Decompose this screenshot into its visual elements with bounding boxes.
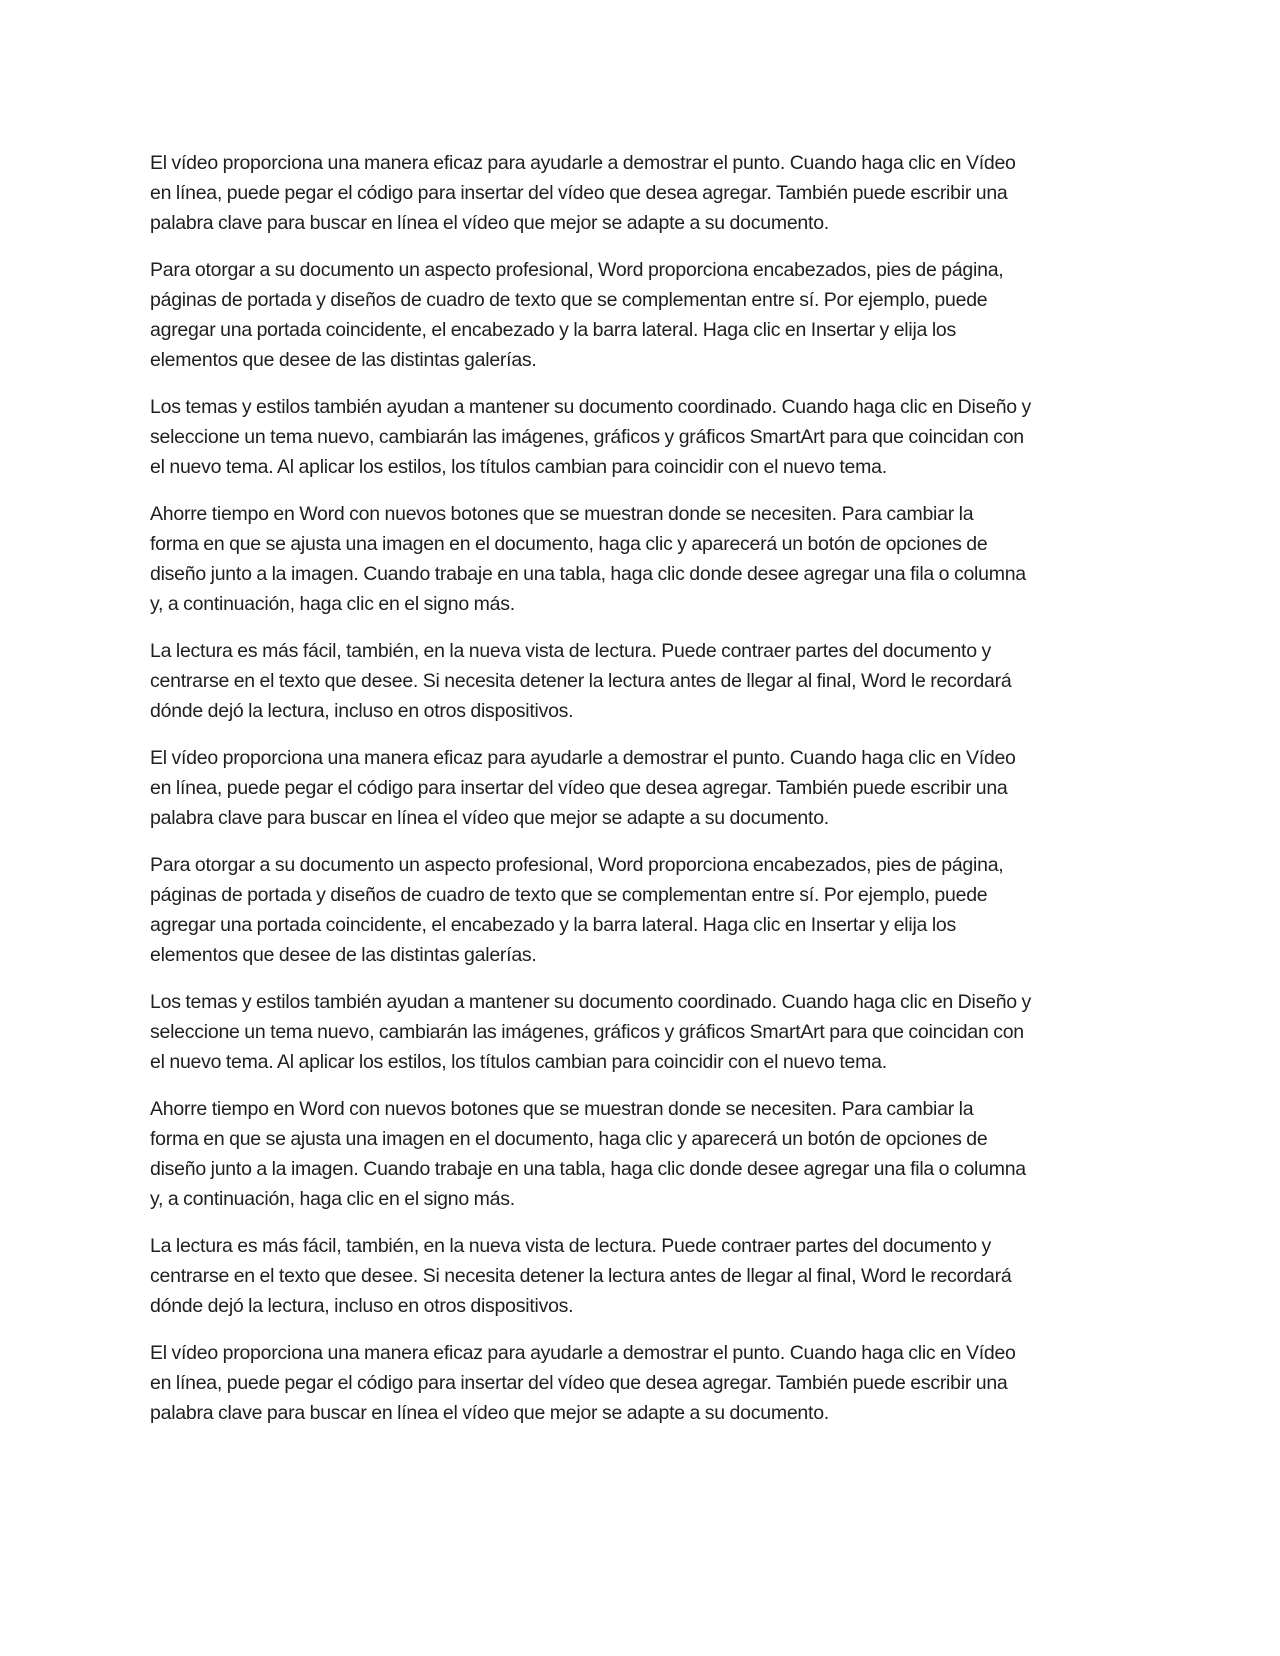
text-line: en línea, puede pegar el código para insertar del vídeo que desea agregar. También puede escribir una (150, 182, 1008, 204)
text-line: palabra clave para buscar en línea el vídeo que mejor se adapte a su documento. (150, 1402, 829, 1424)
text-line: elementos que desee de las distintas galerías. (150, 349, 537, 371)
text-line: forma en que se ajusta una imagen en el documento, haga clic y aparecerá un botón de opciones de (150, 1128, 988, 1150)
paragraph (150, 636, 1140, 726)
text-line: La lectura es más fácil, también, en la nueva vista de lectura. Puede contraer partes del documento y (150, 1235, 991, 1257)
text-line: El vídeo proporciona una manera eficaz para ayudarle a demostrar el punto. Cuando haga clic en Vídeo (150, 747, 1016, 769)
text-line: diseño junto a la imagen. Cuando trabaje en una tabla, haga clic donde desee agregar una fila o columna (150, 1158, 1026, 1180)
text-line: centrarse en el texto que desee. Si necesita detener la lectura antes de llegar al final, Word le recordará (150, 670, 1012, 692)
text-line: Los temas y estilos también ayudan a mantener su documento coordinado. Cuando haga clic en Diseño y (150, 396, 1032, 418)
text-line: Los temas y estilos también ayudan a mantener su documento coordinado. Cuando haga clic en Diseño y (150, 991, 1032, 1013)
text-line: elementos que desee de las distintas galerías. (150, 944, 537, 966)
paragraph (150, 1094, 1140, 1214)
text-line: seleccione un tema nuevo, cambiarán las imágenes, gráficos y gráficos SmartArt para que coincidan con (150, 426, 1024, 448)
text-line: forma en que se ajusta una imagen en el documento, haga clic y aparecerá un botón de opciones de (150, 533, 988, 555)
paragraph (150, 392, 1140, 482)
document-body (150, 148, 1140, 1445)
text-line: El vídeo proporciona una manera eficaz para ayudarle a demostrar el punto. Cuando haga clic en Vídeo (150, 1342, 1016, 1364)
text-line: en línea, puede pegar el código para insertar del vídeo que desea agregar. También puede escribir una (150, 1372, 1008, 1394)
text-line: La lectura es más fácil, también, en la nueva vista de lectura. Puede contraer partes del documento y (150, 640, 991, 662)
text-line: páginas de portada y diseños de cuadro de texto que se complementan entre sí. Por ejemplo, puede (150, 289, 988, 311)
paragraph (150, 743, 1140, 833)
text-line: Para otorgar a su documento un aspecto profesional, Word proporciona encabezados, pies de página, (150, 259, 1004, 281)
paragraph (150, 148, 1140, 238)
text-line: Ahorre tiempo en Word con nuevos botones que se muestran donde se necesiten. Para cambiar la (150, 1098, 974, 1120)
text-line: dónde dejó la lectura, incluso en otros dispositivos. (150, 700, 574, 722)
text-line: Ahorre tiempo en Word con nuevos botones que se muestran donde se necesiten. Para cambiar la (150, 503, 974, 525)
text-line: dónde dejó la lectura, incluso en otros dispositivos. (150, 1295, 574, 1317)
paragraph (150, 1338, 1140, 1428)
text-line: agregar una portada coincidente, el encabezado y la barra lateral. Haga clic en Insertar y elija los (150, 319, 956, 341)
text-line: palabra clave para buscar en línea el vídeo que mejor se adapte a su documento. (150, 212, 829, 234)
text-line: en línea, puede pegar el código para insertar del vídeo que desea agregar. También puede escribir una (150, 777, 1008, 799)
text-line: el nuevo tema. Al aplicar los estilos, los títulos cambian para coincidir con el nuevo tema. (150, 1051, 887, 1073)
text-line: Para otorgar a su documento un aspecto profesional, Word proporciona encabezados, pies de página, (150, 854, 1004, 876)
paragraph (150, 987, 1140, 1077)
paragraph (150, 1231, 1140, 1321)
text-line: El vídeo proporciona una manera eficaz para ayudarle a demostrar el punto. Cuando haga clic en Vídeo (150, 152, 1016, 174)
paragraph (150, 499, 1140, 619)
text-line: palabra clave para buscar en línea el vídeo que mejor se adapte a su documento. (150, 807, 829, 829)
text-line: el nuevo tema. Al aplicar los estilos, los títulos cambian para coincidir con el nuevo tema. (150, 456, 887, 478)
text-line: centrarse en el texto que desee. Si necesita detener la lectura antes de llegar al final, Word le recordará (150, 1265, 1012, 1287)
paragraph (150, 850, 1140, 970)
text-line: agregar una portada coincidente, el encabezado y la barra lateral. Haga clic en Insertar y elija los (150, 914, 956, 936)
text-line: diseño junto a la imagen. Cuando trabaje en una tabla, haga clic donde desee agregar una fila o columna (150, 563, 1026, 585)
text-line: y, a continuación, haga clic en el signo más. (150, 1188, 515, 1210)
paragraph (150, 255, 1140, 375)
text-line: y, a continuación, haga clic en el signo más. (150, 593, 515, 615)
text-line: páginas de portada y diseños de cuadro de texto que se complementan entre sí. Por ejemplo, puede (150, 884, 988, 906)
text-line: seleccione un tema nuevo, cambiarán las imágenes, gráficos y gráficos SmartArt para que coincidan con (150, 1021, 1024, 1043)
